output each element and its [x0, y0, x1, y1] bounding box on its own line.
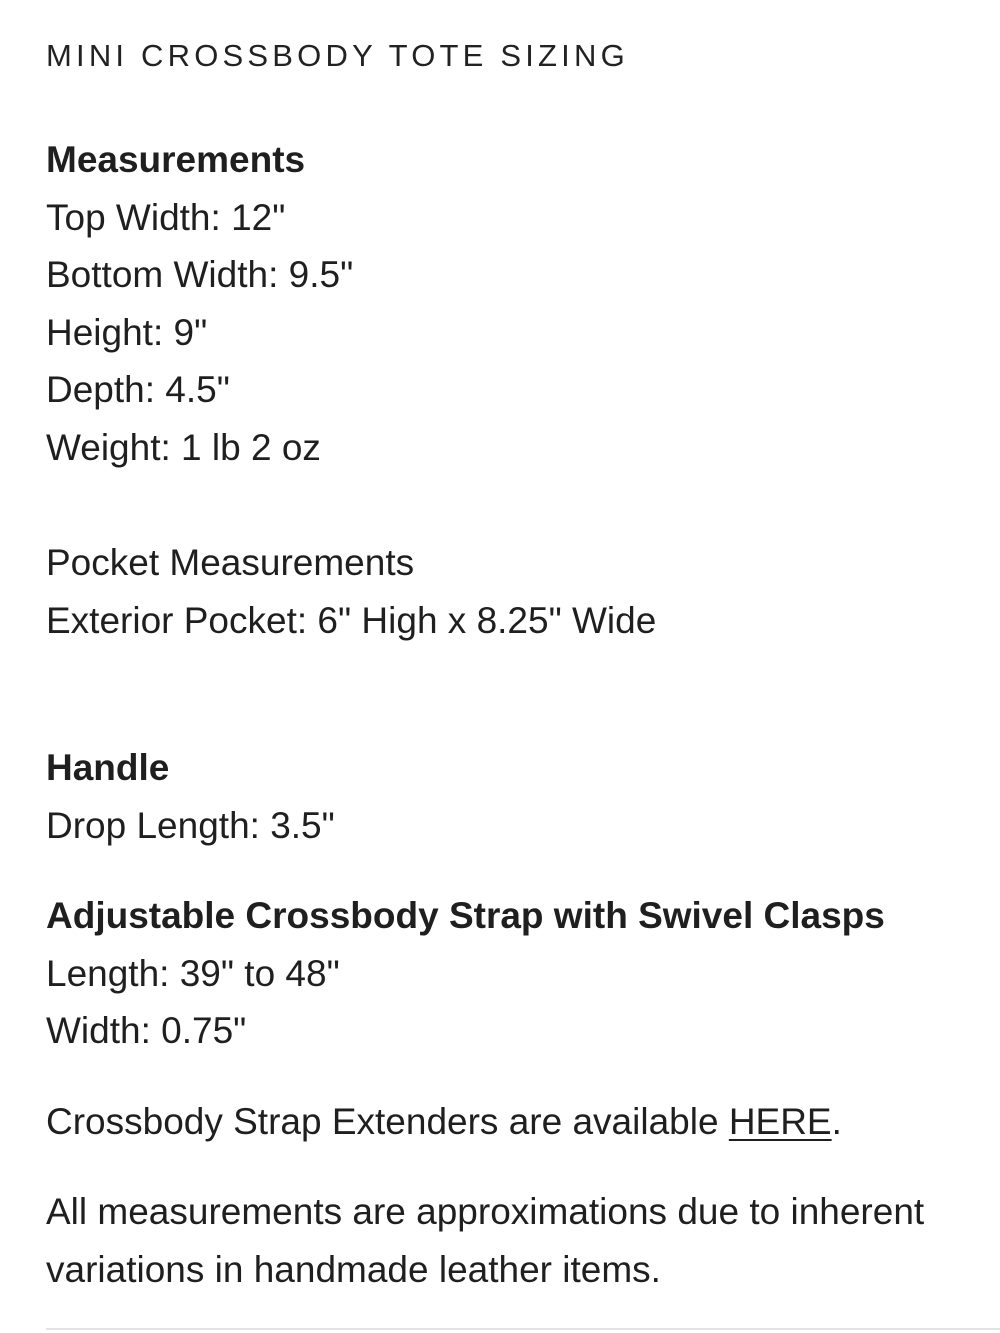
- measurements-section: [46, 131, 353, 476]
- measurement-bottom-width: Bottom Width: 9.5": [46, 254, 354, 295]
- handle-drop-length: Drop Length: 3.5": [46, 804, 335, 846]
- bottom-divider: [46, 1328, 1000, 1330]
- disclaimer-line-2: variations in handmade leather items.: [46, 1248, 661, 1290]
- extenders-text: Crossbody Strap Extenders are available: [46, 1101, 729, 1142]
- handle-heading: Handle: [46, 747, 170, 788]
- extenders-link[interactable]: HERE: [728, 1101, 832, 1142]
- measurements-heading: Measurements: [46, 139, 306, 180]
- pocket-heading: Pocket Measurements: [46, 542, 415, 583]
- measurement-top-width: Top Width: 12": [46, 196, 286, 238]
- pocket-exterior: Exterior Pocket: 6" High x 8.25" Wide: [46, 599, 657, 641]
- handle-section: [46, 739, 335, 854]
- strap-width: Width: 0.75": [46, 1010, 247, 1051]
- section-title: MINI CROSSBODY TOTE SIZING: [46, 38, 629, 73]
- extenders-line: [46, 1093, 842, 1151]
- extenders-note: [46, 1093, 842, 1151]
- measurement-height: Height: 9": [46, 311, 208, 353]
- pocket-section: [46, 534, 656, 649]
- extenders-period: .: [831, 1101, 842, 1142]
- strap-heading: Adjustable Crossbody Strap with Swivel Clasps: [46, 895, 885, 936]
- strap-length: Length: 39" to 48": [46, 952, 340, 994]
- measurement-depth: Depth: 4.5": [46, 369, 230, 410]
- measurement-weight: Weight: 1 lb 2 oz: [46, 426, 321, 468]
- disclaimer-section: [46, 1183, 924, 1298]
- strap-section: [46, 887, 885, 1060]
- disclaimer-line-1: All measurements are approximations due to inherent: [46, 1191, 925, 1232]
